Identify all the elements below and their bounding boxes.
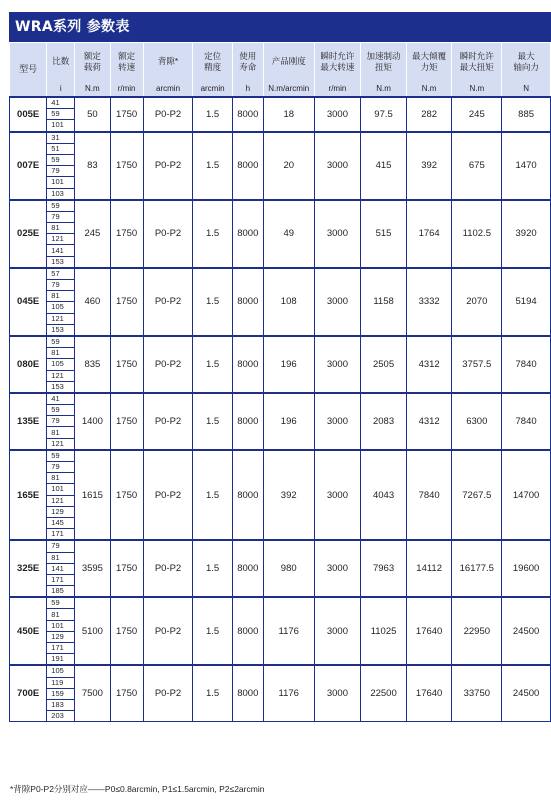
max-speed-cell: 3000	[314, 665, 361, 721]
backlash-cell: P0-P2	[143, 268, 193, 336]
ratio-cell: 145	[47, 517, 75, 528]
model-cell: 450E	[10, 597, 47, 665]
load-cell: 460	[75, 268, 110, 336]
speed-cell: 1750	[110, 336, 143, 393]
ratio-cell: 185	[47, 586, 75, 598]
stiffness-cell: 1176	[263, 665, 314, 721]
ratio-cell: 59	[47, 109, 75, 120]
speed-cell: 1750	[110, 450, 143, 541]
table-body	[10, 97, 551, 722]
unit-header: arcmin	[193, 80, 232, 97]
table-row	[10, 336, 551, 348]
axial-force-cell: 5194	[502, 268, 551, 336]
backlash-cell: P0-P2	[143, 393, 193, 450]
table-row	[10, 540, 551, 552]
speed-cell: 1750	[110, 268, 143, 336]
ratio-cell: 59	[47, 450, 75, 462]
column-header: 比数	[47, 43, 75, 81]
ratio-cell: 101	[47, 177, 75, 188]
accel-torque-cell: 22500	[361, 665, 407, 721]
model-cell: 135E	[10, 393, 47, 450]
stiffness-cell: 20	[263, 132, 314, 200]
unit-header: N.m	[452, 80, 502, 97]
tilt-moment-cell: 17640	[406, 665, 452, 721]
ratio-cell: 105	[47, 302, 75, 313]
load-cell: 7500	[75, 665, 110, 721]
table-row	[10, 393, 551, 405]
axial-force-cell: 24500	[502, 597, 551, 665]
ratio-cell: 59	[47, 336, 75, 348]
speed-cell: 1750	[110, 97, 143, 132]
load-cell: 1400	[75, 393, 110, 450]
stiffness-cell: 196	[263, 393, 314, 450]
axial-force-cell: 14700	[502, 450, 551, 541]
tilt-moment-cell: 14112	[406, 540, 452, 597]
speed-cell: 1750	[110, 200, 143, 268]
ratio-cell: 153	[47, 381, 75, 393]
accel-torque-cell: 415	[361, 132, 407, 200]
ratio-cell: 121	[47, 438, 75, 450]
accel-torque-cell: 7963	[361, 540, 407, 597]
backlash-cell: P0-P2	[143, 97, 193, 132]
life-cell: 8000	[232, 200, 263, 268]
accel-torque-cell: 4043	[361, 450, 407, 541]
speed-cell: 1750	[110, 540, 143, 597]
ratio-cell: 159	[47, 688, 75, 699]
max-torque-cell: 16177.5	[452, 540, 502, 597]
ratio-cell: 101	[47, 120, 75, 132]
load-cell: 83	[75, 132, 110, 200]
max-speed-cell: 3000	[314, 540, 361, 597]
precision-cell: 1.5	[193, 97, 232, 132]
ratio-cell: 81	[47, 552, 75, 563]
tilt-moment-cell: 7840	[406, 450, 452, 541]
ratio-cell: 31	[47, 132, 75, 144]
column-header: 使用 寿命	[232, 43, 263, 81]
backlash-cell: P0-P2	[143, 336, 193, 393]
column-header: 背隙*	[143, 43, 193, 81]
ratio-cell: 79	[47, 280, 75, 291]
unit-header: arcmin	[143, 80, 193, 97]
life-cell: 8000	[232, 393, 263, 450]
ratio-cell: 121	[47, 313, 75, 324]
max-torque-cell: 1102.5	[452, 200, 502, 268]
ratio-cell: 57	[47, 268, 75, 280]
max-speed-cell: 3000	[314, 97, 361, 132]
stiffness-cell: 49	[263, 200, 314, 268]
column-header: 加速制动 扭矩	[361, 43, 407, 81]
model-cell: 700E	[10, 665, 47, 721]
spec-table	[9, 42, 551, 722]
accel-torque-cell: 2505	[361, 336, 407, 393]
model-cell: 325E	[10, 540, 47, 597]
table-row	[10, 597, 551, 609]
ratio-cell: 171	[47, 574, 75, 585]
max-torque-cell: 3757.5	[452, 336, 502, 393]
stiffness-cell: 1176	[263, 597, 314, 665]
ratio-cell: 81	[47, 473, 75, 484]
axial-force-cell: 885	[502, 97, 551, 132]
ratio-cell: 101	[47, 620, 75, 631]
ratio-cell: 153	[47, 324, 75, 336]
ratio-cell: 105	[47, 665, 75, 677]
column-header: 额定 载荷	[75, 43, 110, 81]
ratio-cell: 203	[47, 711, 75, 722]
precision-cell: 1.5	[193, 393, 232, 450]
max-speed-cell: 3000	[314, 268, 361, 336]
load-cell: 50	[75, 97, 110, 132]
ratio-cell: 81	[47, 223, 75, 234]
axial-force-cell: 24500	[502, 665, 551, 721]
unit-header: N.m/arcmin	[263, 80, 314, 97]
life-cell: 8000	[232, 97, 263, 132]
model-cell: 165E	[10, 450, 47, 541]
ratio-cell: 183	[47, 699, 75, 710]
ratio-cell: 79	[47, 416, 75, 427]
precision-cell: 1.5	[193, 336, 232, 393]
max-torque-cell: 7267.5	[452, 450, 502, 541]
unit-header: N.m	[361, 80, 407, 97]
column-header: 瞬时允许 最大转速	[314, 43, 361, 81]
backlash-cell: P0-P2	[143, 597, 193, 665]
max-torque-cell: 245	[452, 97, 502, 132]
load-cell: 5100	[75, 597, 110, 665]
life-cell: 8000	[232, 597, 263, 665]
unit-header: N.m	[406, 80, 452, 97]
footnote: *背隙P0-P2分别对应——P0≤0.8arcmin, P1≤1.5arcmin, P2≤2arcmin	[10, 784, 265, 794]
ratio-cell: 153	[47, 256, 75, 268]
stiffness-cell: 392	[263, 450, 314, 541]
speed-cell: 1750	[110, 597, 143, 665]
ratio-cell: 101	[47, 484, 75, 495]
precision-cell: 1.5	[193, 132, 232, 200]
tilt-moment-cell: 282	[406, 97, 452, 132]
tilt-moment-cell: 4312	[406, 393, 452, 450]
life-cell: 8000	[232, 450, 263, 541]
tilt-moment-cell: 1764	[406, 200, 452, 268]
max-speed-cell: 3000	[314, 132, 361, 200]
max-torque-cell: 22950	[452, 597, 502, 665]
axial-force-cell: 3920	[502, 200, 551, 268]
ratio-cell: 81	[47, 609, 75, 620]
unit-header: N	[502, 80, 551, 97]
model-cell: 007E	[10, 132, 47, 200]
load-cell: 1615	[75, 450, 110, 541]
speed-cell: 1750	[110, 393, 143, 450]
precision-cell: 1.5	[193, 200, 232, 268]
backlash-cell: P0-P2	[143, 540, 193, 597]
life-cell: 8000	[232, 268, 263, 336]
life-cell: 8000	[232, 540, 263, 597]
ratio-cell: 129	[47, 631, 75, 642]
precision-cell: 1.5	[193, 540, 232, 597]
precision-cell: 1.5	[193, 665, 232, 721]
accel-torque-cell: 11025	[361, 597, 407, 665]
speed-cell: 1750	[110, 665, 143, 721]
ratio-cell: 59	[47, 154, 75, 165]
stiffness-cell: 18	[263, 97, 314, 132]
table-header	[10, 43, 551, 98]
ratio-cell: 171	[47, 643, 75, 654]
accel-torque-cell: 1158	[361, 268, 407, 336]
model-cell: 045E	[10, 268, 47, 336]
tilt-moment-cell: 17640	[406, 597, 452, 665]
precision-cell: 1.5	[193, 450, 232, 541]
unit-header: i	[47, 80, 75, 97]
backlash-cell: P0-P2	[143, 200, 193, 268]
unit-header: r/min	[314, 80, 361, 97]
column-header: 额定 转速	[110, 43, 143, 81]
table-row	[10, 200, 551, 212]
ratio-cell: 121	[47, 234, 75, 245]
tilt-moment-cell: 4312	[406, 336, 452, 393]
ratio-cell: 81	[47, 427, 75, 438]
axial-force-cell: 7840	[502, 393, 551, 450]
max-speed-cell: 3000	[314, 393, 361, 450]
ratio-cell: 171	[47, 529, 75, 541]
column-header: 产品刚度	[263, 43, 314, 81]
load-cell: 3595	[75, 540, 110, 597]
table-row	[10, 665, 551, 677]
model-cell: 025E	[10, 200, 47, 268]
ratio-cell: 59	[47, 597, 75, 609]
model-cell: 080E	[10, 336, 47, 393]
ratio-cell: 121	[47, 495, 75, 506]
ratio-cell: 79	[47, 166, 75, 177]
axial-force-cell: 1470	[502, 132, 551, 200]
ratio-cell: 51	[47, 143, 75, 154]
ratio-cell: 191	[47, 654, 75, 666]
stiffness-cell: 980	[263, 540, 314, 597]
load-cell: 835	[75, 336, 110, 393]
accel-torque-cell: 2083	[361, 393, 407, 450]
ratio-cell: 81	[47, 291, 75, 302]
column-header: 型号	[10, 43, 47, 98]
table-title: WRA系列 参数表	[9, 12, 551, 42]
ratio-cell: 59	[47, 405, 75, 416]
max-speed-cell: 3000	[314, 200, 361, 268]
tilt-moment-cell: 3332	[406, 268, 452, 336]
ratio-cell: 121	[47, 370, 75, 381]
column-header: 瞬时允许 最大扭矩	[452, 43, 502, 81]
ratio-cell: 81	[47, 348, 75, 359]
unit-header: h	[232, 80, 263, 97]
column-header: 定位 精度	[193, 43, 232, 81]
life-cell: 8000	[232, 665, 263, 721]
max-speed-cell: 3000	[314, 450, 361, 541]
ratio-cell: 79	[47, 540, 75, 552]
life-cell: 8000	[232, 132, 263, 200]
max-speed-cell: 3000	[314, 336, 361, 393]
ratio-cell: 79	[47, 462, 75, 473]
tilt-moment-cell: 392	[406, 132, 452, 200]
ratio-cell: 119	[47, 677, 75, 688]
precision-cell: 1.5	[193, 268, 232, 336]
table-row	[10, 97, 551, 109]
ratio-cell: 41	[47, 97, 75, 109]
ratio-cell: 105	[47, 359, 75, 370]
ratio-cell: 79	[47, 211, 75, 222]
table-row	[10, 450, 551, 462]
model-cell: 005E	[10, 97, 47, 132]
column-header: 最大 轴向力	[502, 43, 551, 81]
stiffness-cell: 196	[263, 336, 314, 393]
unit-header: N.m	[75, 80, 110, 97]
max-torque-cell: 33750	[452, 665, 502, 721]
ratio-cell: 129	[47, 506, 75, 517]
backlash-cell: P0-P2	[143, 665, 193, 721]
ratio-cell: 59	[47, 200, 75, 212]
axial-force-cell: 7840	[502, 336, 551, 393]
backlash-cell: P0-P2	[143, 450, 193, 541]
ratio-cell: 141	[47, 563, 75, 574]
ratio-cell: 141	[47, 245, 75, 256]
stiffness-cell: 108	[263, 268, 314, 336]
accel-torque-cell: 515	[361, 200, 407, 268]
life-cell: 8000	[232, 336, 263, 393]
column-header: 最大倾覆 力矩	[406, 43, 452, 81]
ratio-cell: 41	[47, 393, 75, 405]
table-row	[10, 268, 551, 280]
table-row	[10, 132, 551, 144]
load-cell: 245	[75, 200, 110, 268]
max-torque-cell: 2070	[452, 268, 502, 336]
accel-torque-cell: 97.5	[361, 97, 407, 132]
ratio-cell: 103	[47, 188, 75, 200]
max-torque-cell: 675	[452, 132, 502, 200]
unit-header: r/min	[110, 80, 143, 97]
precision-cell: 1.5	[193, 597, 232, 665]
backlash-cell: P0-P2	[143, 132, 193, 200]
max-speed-cell: 3000	[314, 597, 361, 665]
speed-cell: 1750	[110, 132, 143, 200]
axial-force-cell: 19600	[502, 540, 551, 597]
max-torque-cell: 6300	[452, 393, 502, 450]
